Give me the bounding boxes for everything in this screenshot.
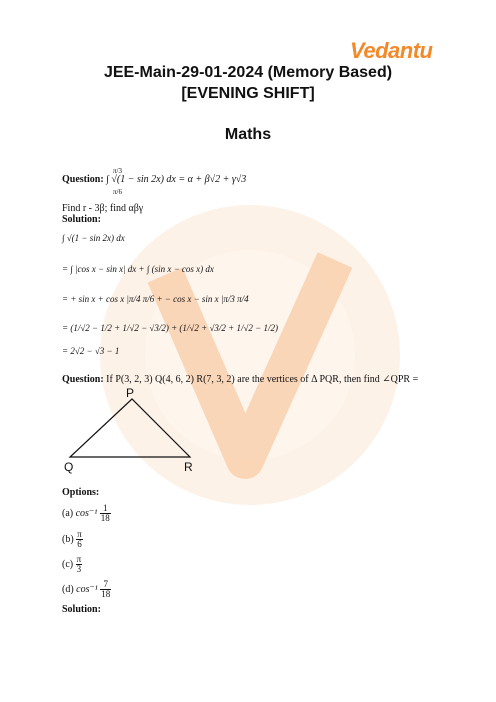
vertex-label-r: R xyxy=(184,460,193,474)
integral-upper-limit: π/3 xyxy=(113,167,122,175)
option-tag: (d) xyxy=(62,583,74,595)
solution-step-1: ∫ √(1 − sin 2x) dx xyxy=(62,233,125,243)
question-1 xyxy=(62,174,246,186)
shift-title: [EVENING SHIFT] xyxy=(181,85,315,102)
triangle-diagram xyxy=(60,385,220,480)
solution-step-5: = 2√2 − √3 − 1 xyxy=(62,346,120,356)
option-b xyxy=(62,530,83,549)
options-label: Options: xyxy=(62,487,100,498)
option-tag: (c) xyxy=(62,558,74,570)
option-fraction: $\frac{7}{18}$ xyxy=(101,579,111,599)
option-tag: (b) xyxy=(62,533,74,545)
option-d xyxy=(62,580,111,599)
question-1-ask: Find r - 3β; find αβγ xyxy=(62,203,144,214)
question-2-text: If P(3, 2, 3) Q(4, 6, 2) R(7, 3, 2) are the vertices of Δ PQR, then find ∠QPR = xyxy=(106,374,419,385)
option-prefix: cos⁻¹ xyxy=(76,583,98,595)
option-fraction: $\frac{\pi}{6}$ xyxy=(77,529,82,549)
solution-step-4: = (1/√2 − 1/2 + 1/√2 − √3/2) + (1/√2 + √3/2 + 1/√2 − 1/2) xyxy=(62,323,278,333)
solution-label: Solution: xyxy=(62,214,101,225)
vertex-label-q: Q xyxy=(64,460,74,474)
option-tag: (a) xyxy=(62,507,74,519)
exam-title: JEE-Main-29-01-2024 (Memory Based) xyxy=(103,64,393,81)
vertex-label-p: P xyxy=(126,386,135,400)
option-prefix: cos⁻¹ xyxy=(75,507,98,519)
triangle-pqr xyxy=(70,399,190,457)
question-1-integral: ∫ √(1 − sin 2x) dx = α + β√2 + γ√3 xyxy=(106,174,247,185)
option-c xyxy=(62,555,82,574)
question-label: Question: xyxy=(62,174,104,185)
option-fraction: $\frac{1}{18}$ xyxy=(100,503,110,523)
question-label: Question: xyxy=(62,374,104,385)
subject-title: Maths xyxy=(224,126,272,143)
vedantu-logo: Vedantu xyxy=(350,38,433,63)
solution-label: Solution: xyxy=(62,604,101,615)
solution-step-3: = + sin x + cos x |π/4 π/6 + − cos x − sin x |π/3 π/4 xyxy=(62,294,249,304)
option-a xyxy=(62,504,111,523)
integral-lower-limit: π/6 xyxy=(113,188,122,196)
solution-step-2: = ∫ |cos x − sin x| dx + ∫ (sin x − cos x) dx xyxy=(62,264,214,274)
option-fraction: $\frac{\pi}{3}$ xyxy=(76,554,82,574)
